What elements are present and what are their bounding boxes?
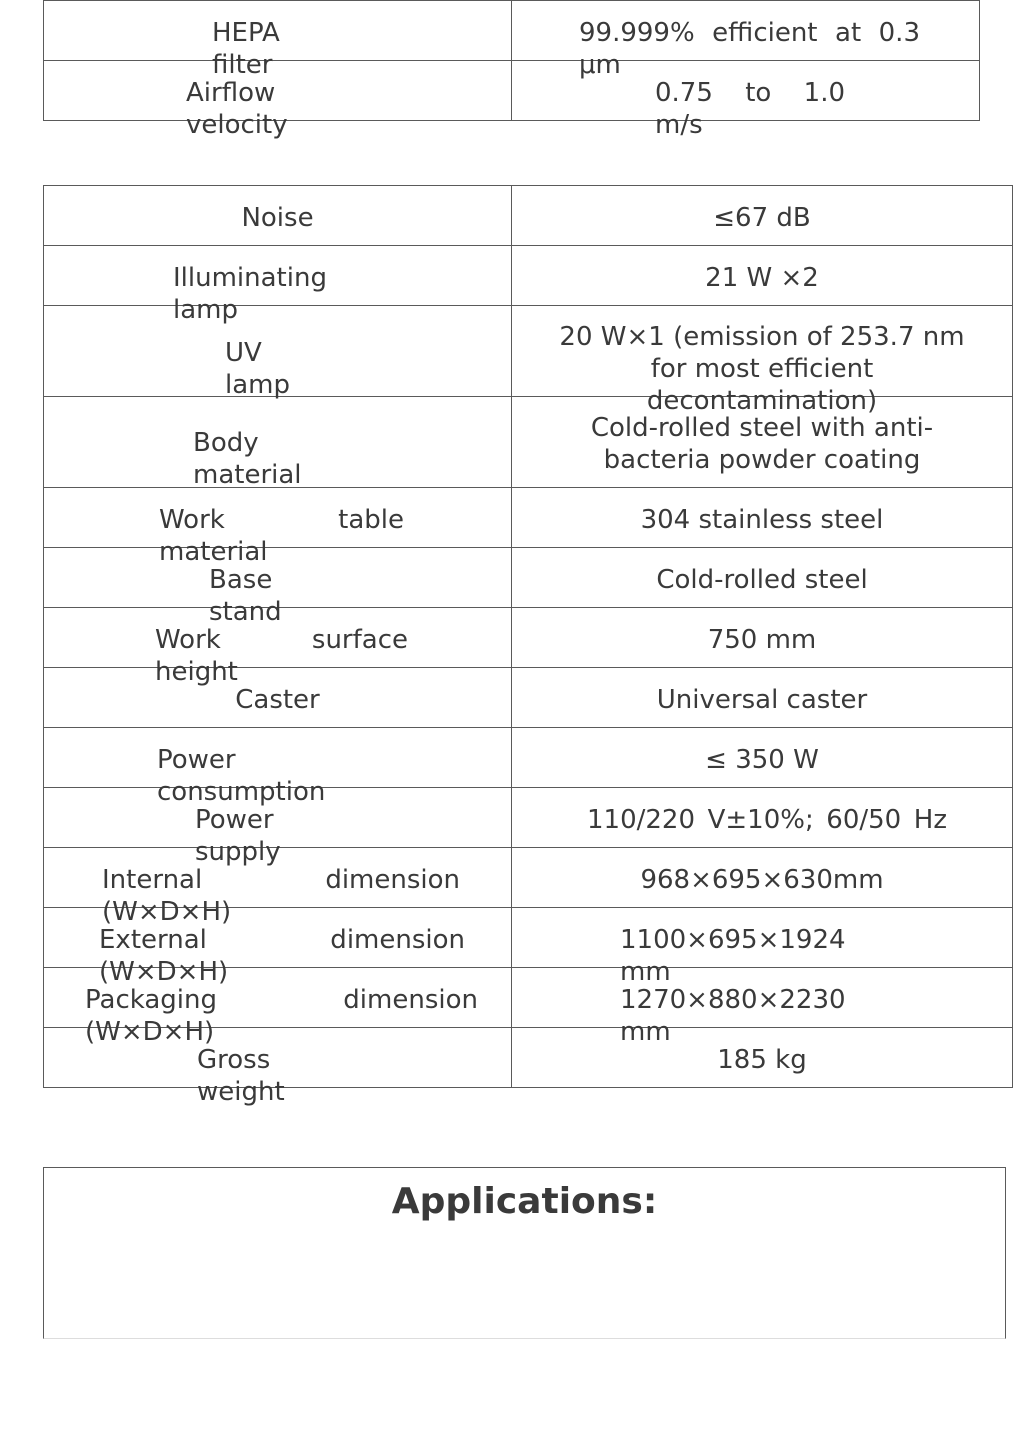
spec-label: Power supply [195, 805, 281, 867]
spec-value-cell [512, 488, 1013, 548]
table-row [44, 488, 1013, 548]
table-row [44, 848, 1013, 908]
spec-label-cell [44, 246, 512, 325]
spec-label: External dimension (W×D×H) [99, 925, 465, 987]
spec-value: 110/220 V±10%; 60/50 Hz [587, 805, 947, 835]
spec-label: HEPA filter [212, 18, 280, 80]
spec-value: 185 kg [717, 1045, 807, 1075]
spec-label-cell [44, 186, 512, 246]
applications-heading: Applications: [391, 1181, 658, 1222]
spec-label: Packaging dimension (W×D×H) [85, 985, 478, 1047]
spec-value: Cold-rolled steel [656, 565, 868, 595]
spec-value-cell [512, 608, 1013, 668]
spec-label-cell [44, 548, 512, 627]
spec-value-cell [512, 848, 1013, 908]
spec-value: 1270×880×2230 mm [620, 985, 846, 1047]
spec-value: 99.999% efficient at 0.3 μm [579, 18, 920, 80]
spec-value: 750 mm [707, 625, 817, 655]
spec-label-cell [44, 1, 512, 80]
table-row [44, 608, 1013, 668]
spec-value-cell [512, 186, 1013, 246]
spec-value-cell [512, 1, 980, 80]
spec-value-cell [512, 306, 1013, 416]
spec-label-cell [44, 306, 512, 400]
spec-label: Power consumption [157, 745, 326, 807]
applications-section [43, 1167, 1006, 1339]
table-row [44, 186, 1013, 246]
spec-value: ≤ 350 W [705, 745, 819, 775]
spec-value-cell [512, 668, 1013, 728]
spec-value-cell [512, 908, 1013, 987]
spec-value: Cold-rolled steel with anti-bacteria powder coating [590, 413, 934, 475]
spec-label: Noise [241, 203, 314, 233]
spec-label-cell [44, 728, 512, 807]
spec-table-top [43, 0, 980, 140]
spec-value: ≤67 dB [713, 203, 811, 233]
spec-value: 0.75 to 1.0 m/s [655, 78, 845, 140]
spec-value-cell [512, 548, 1013, 608]
spec-value-cell [512, 728, 1013, 788]
spec-label: Work surface height [155, 625, 408, 687]
spec-label: Caster [235, 685, 320, 715]
table-row [44, 728, 1013, 788]
spec-value-cell [512, 788, 1013, 848]
spec-value: 968×695×630mm [640, 865, 884, 895]
spec-label: UV lamp [225, 338, 290, 400]
table-row [44, 1, 980, 61]
spec-label: Work table material [159, 505, 404, 567]
table-row [44, 61, 980, 121]
spec-value: 1100×695×1924 mm [620, 925, 846, 987]
spec-label: Illuminating lamp [173, 263, 327, 325]
spec-label-cell [44, 668, 512, 728]
spec-value-cell [512, 246, 1013, 306]
spec-value: 304 stainless steel [640, 505, 884, 535]
spec-value-cell [512, 968, 1013, 1047]
spec-label: Base stand [209, 565, 282, 627]
spec-value-cell [512, 1028, 1013, 1088]
spec-label: Gross weight [197, 1045, 285, 1107]
spec-table [43, 185, 1013, 1107]
table-row [44, 246, 1013, 306]
spec-label: Internal dimension (W×D×H) [102, 865, 460, 927]
spec-value: 20 W×1 (emission of 253.7 nm for most efficient decontamination) [559, 322, 965, 416]
spec-value: Universal caster [656, 685, 868, 715]
spec-value: 21 W ×2 [705, 263, 819, 293]
spec-label-cell [44, 397, 512, 488]
spec-label: Body material [193, 428, 302, 490]
spec-label-cell [44, 488, 512, 567]
spec-label-cell [44, 61, 512, 140]
spec-label: Airflow velocity [186, 78, 288, 140]
